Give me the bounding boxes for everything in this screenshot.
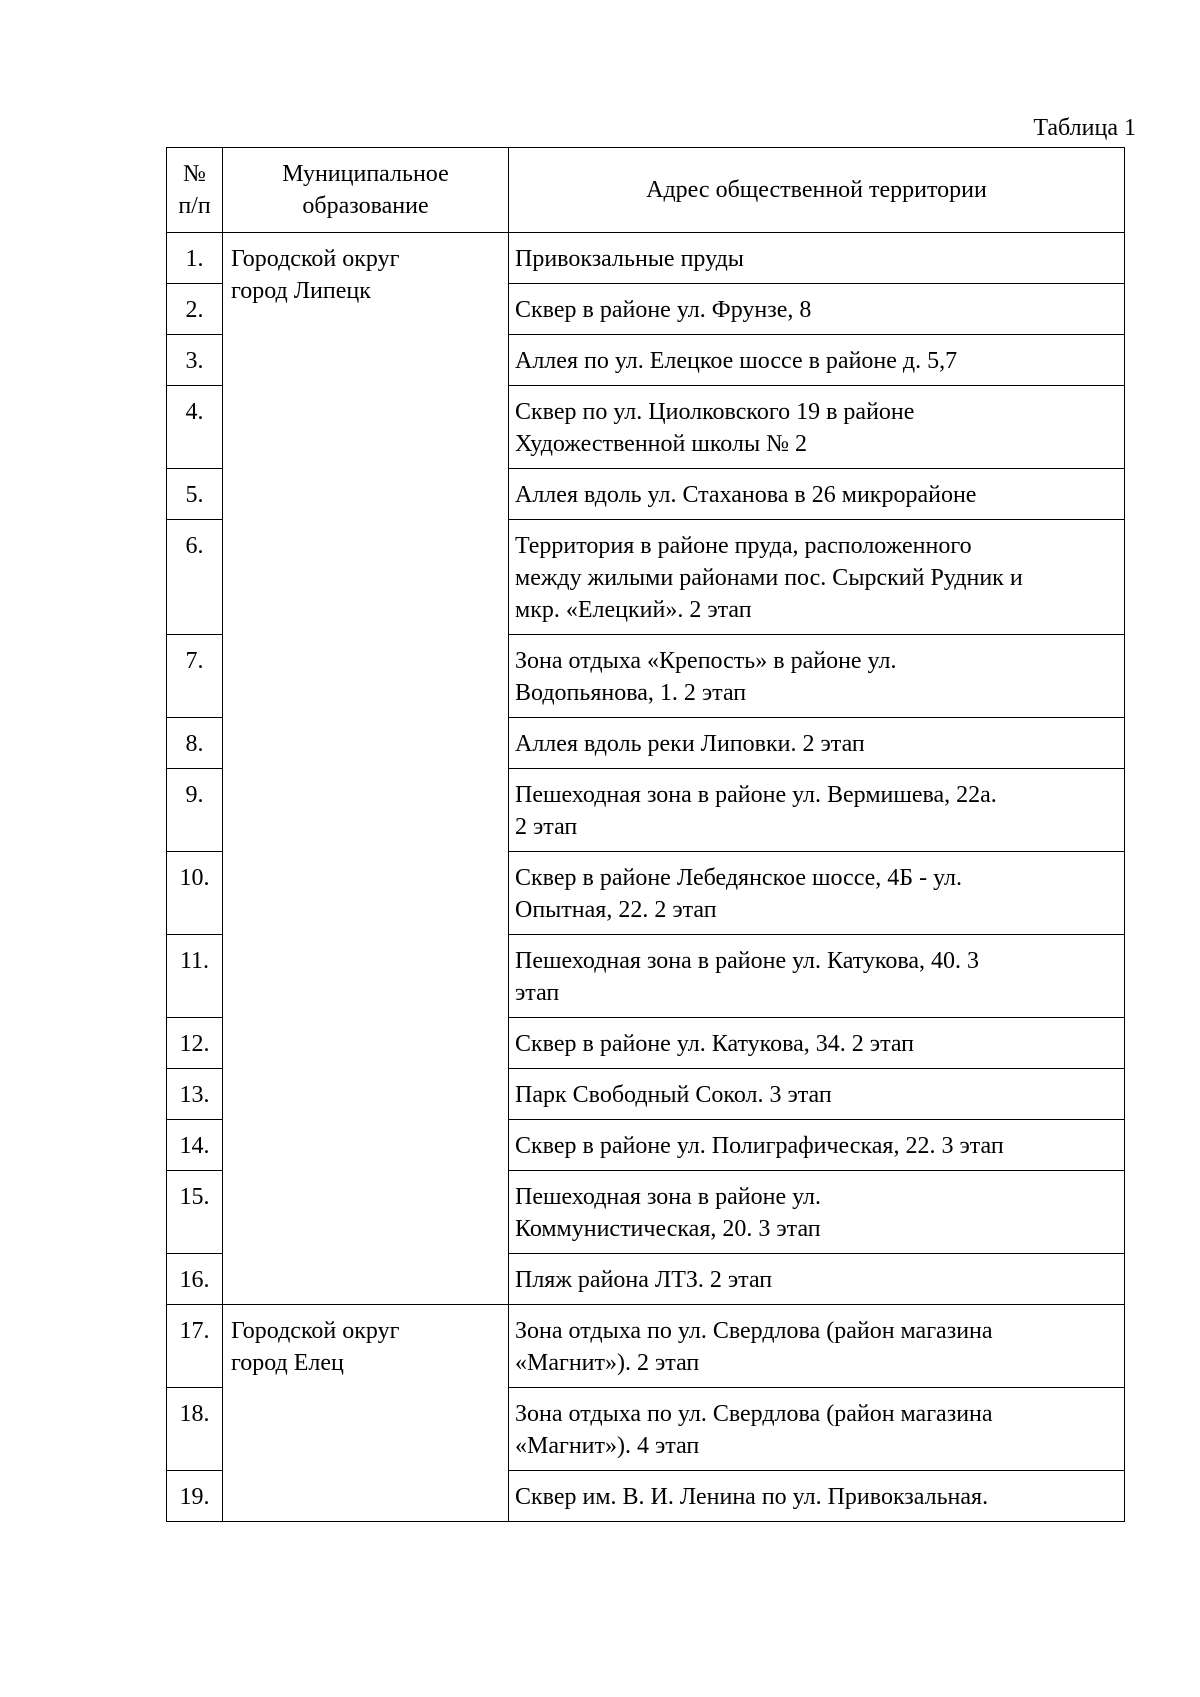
table-caption: Таблица 1 (1033, 115, 1136, 141)
address-cell: Территория в районе пруда, расположенного между жилыми районами пос. Сырский Рудник и мкр. «Елецкий». 2 этап (509, 520, 1125, 635)
row-number: 19. (167, 1471, 223, 1522)
table-body (167, 233, 1125, 1522)
address-cell: Зона отдыха по ул. Свердлова (район магазина «Магнит»). 2 этап (509, 1305, 1125, 1388)
territories-table (166, 147, 1125, 1522)
header-address: Адрес общественной территории (509, 148, 1125, 233)
address-cell: Сквер в районе Лебедянское шоссе, 4Б - ул. Опытная, 22. 2 этап (509, 852, 1125, 935)
header-municipality: Муниципальное образование (223, 148, 509, 233)
header-num: № п/п (167, 148, 223, 233)
row-number: 5. (167, 469, 223, 520)
row-number: 4. (167, 386, 223, 469)
row-number: 11. (167, 935, 223, 1018)
address-cell: Пешеходная зона в районе ул. Коммунистическая, 20. 3 этап (509, 1171, 1125, 1254)
table-header-row (167, 148, 1125, 233)
row-number: 18. (167, 1388, 223, 1471)
row-number: 13. (167, 1069, 223, 1120)
row-number: 10. (167, 852, 223, 935)
table-row (167, 233, 1125, 284)
address-cell: Пляж района ЛТЗ. 2 этап (509, 1254, 1125, 1305)
row-number: 3. (167, 335, 223, 386)
municipality-cell: Городской округ город Липецк (223, 233, 509, 1305)
address-cell: Сквер в районе ул. Катукова, 34. 2 этап (509, 1018, 1125, 1069)
address-cell: Аллея по ул. Елецкое шоссе в районе д. 5,7 (509, 335, 1125, 386)
address-cell: Зона отдыха по ул. Свердлова (район магазина «Магнит»). 4 этап (509, 1388, 1125, 1471)
row-number: 9. (167, 769, 223, 852)
address-cell: Пешеходная зона в районе ул. Катукова, 40. 3 этап (509, 935, 1125, 1018)
address-cell: Аллея вдоль реки Липовки. 2 этап (509, 718, 1125, 769)
municipality-cell: Городской округ город Елец (223, 1305, 509, 1522)
row-number: 8. (167, 718, 223, 769)
row-number: 15. (167, 1171, 223, 1254)
table-row (167, 1305, 1125, 1388)
row-number: 7. (167, 635, 223, 718)
address-cell: Парк Свободный Сокол. 3 этап (509, 1069, 1125, 1120)
address-cell: Пешеходная зона в районе ул. Вермишева, 22а. 2 этап (509, 769, 1125, 852)
row-number: 1. (167, 233, 223, 284)
address-cell: Сквер в районе ул. Полиграфическая, 22. 3 этап (509, 1120, 1125, 1171)
address-cell: Привокзальные пруды (509, 233, 1125, 284)
row-number: 16. (167, 1254, 223, 1305)
row-number: 12. (167, 1018, 223, 1069)
address-cell: Аллея вдоль ул. Стаханова в 26 микрорайоне (509, 469, 1125, 520)
row-number: 2. (167, 284, 223, 335)
address-cell: Сквер в районе ул. Фрунзе, 8 (509, 284, 1125, 335)
address-cell: Зона отдыха «Крепость» в районе ул. Водопьянова, 1. 2 этап (509, 635, 1125, 718)
address-cell: Сквер по ул. Циолковского 19 в районе Художественной школы № 2 (509, 386, 1125, 469)
row-number: 14. (167, 1120, 223, 1171)
address-cell: Сквер им. В. И. Ленина по ул. Привокзальная. (509, 1471, 1125, 1522)
row-number: 17. (167, 1305, 223, 1388)
row-number: 6. (167, 520, 223, 635)
